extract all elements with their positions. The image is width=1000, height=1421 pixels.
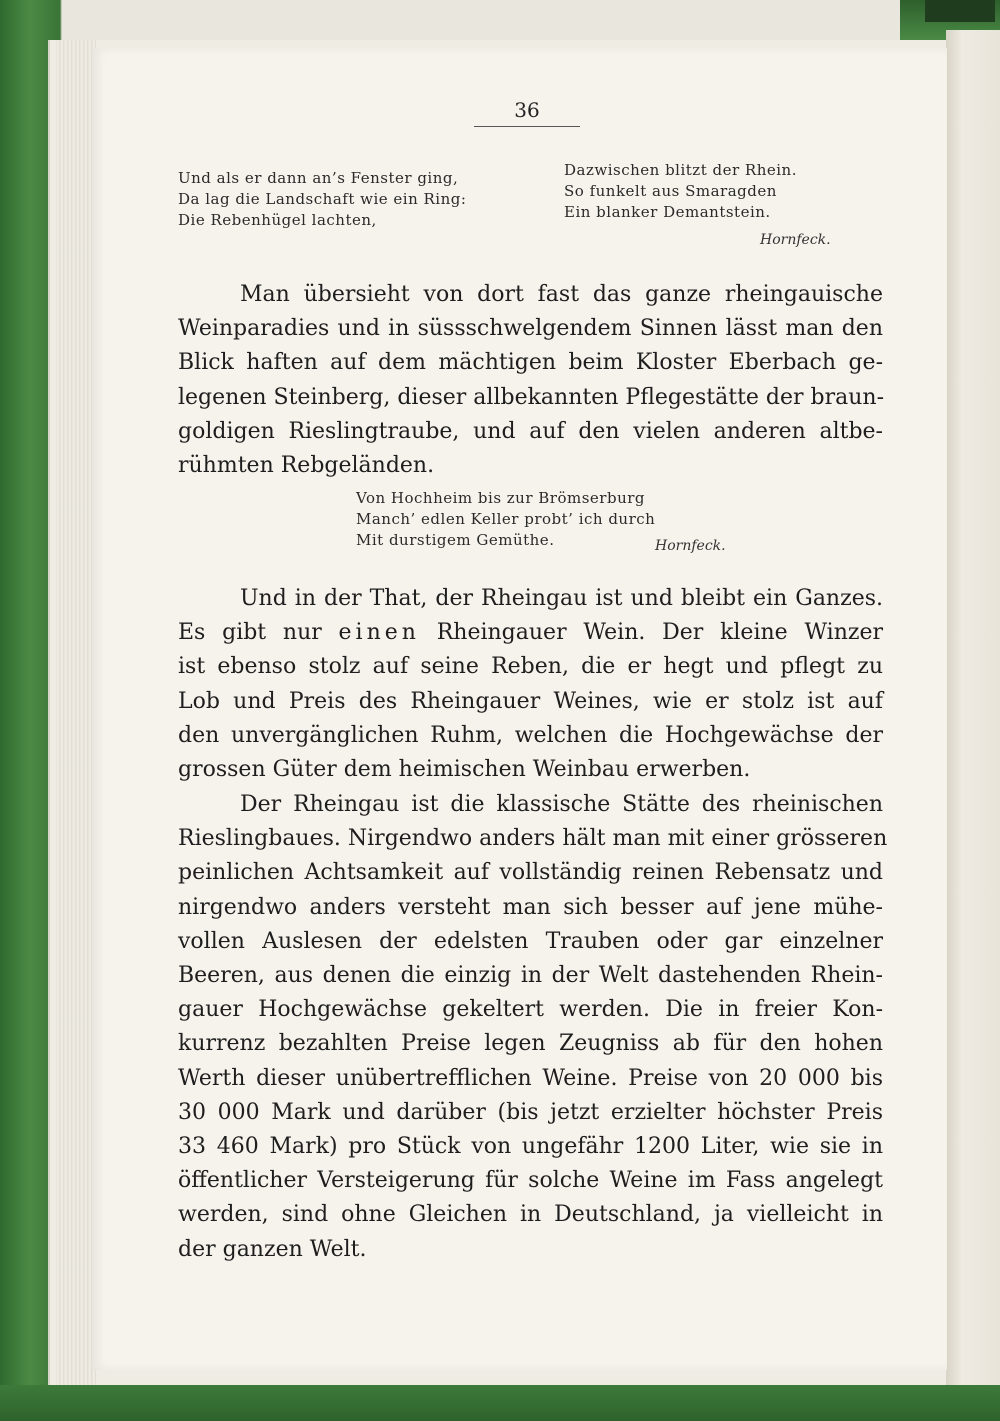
text-line: Man übersieht von dort fast das ganze rheingauische bbox=[240, 282, 883, 307]
text-line: gauer Hochgewächse gekeltert werden. Die in freier Kon- bbox=[178, 997, 883, 1023]
verse-line: Mit durstigem Gemüthe. bbox=[356, 531, 555, 549]
text-line: der ganzen Welt. bbox=[178, 1236, 367, 1262]
text-line: den unvergänglichen Ruhm, welchen die Hochgewächse der bbox=[178, 722, 883, 748]
text-line: Und in der That, der Rheingau ist und bleibt ein Ganzes. bbox=[240, 586, 883, 611]
text-line: Blick haften auf dem mächtigen beim Kloster Eberbach ge- bbox=[178, 350, 883, 376]
verse2-attribution: Hornfeck. bbox=[655, 538, 726, 554]
paragraph-1 bbox=[178, 278, 883, 483]
text-line: rühmten Rebgeländen. bbox=[178, 453, 435, 479]
text-line: Beeren, aus denen die einzig in der Welt dastehenden Rhein- bbox=[178, 963, 883, 989]
text-line: Lob und Preis des Rheingauer Weines, wie er stolz ist auf bbox=[178, 688, 883, 714]
text-line: peinlichen Achtsamkeit auf vollständig reinen Rebensatz und bbox=[178, 860, 883, 886]
text-line: Der Rheingau ist die klassische Stätte des rheinischen bbox=[240, 792, 883, 817]
verse-line: Die Rebenhügel lachten, bbox=[178, 211, 377, 229]
text-fragment: Rheingauer Wein. Der kleine Winzer bbox=[436, 620, 883, 646]
text-line: 33 460 Mark) pro Stück von ungefähr 1200 Liter, wie sie in bbox=[178, 1134, 883, 1160]
text-line: legenen Steinberg, dieser allbekannten Pflegestätte der braun- bbox=[178, 384, 885, 410]
verse1-right-column bbox=[564, 160, 797, 223]
verse1-attribution: Hornfeck. bbox=[760, 232, 831, 248]
facing-page-edge bbox=[946, 30, 1000, 1385]
verse-line: Manch’ edlen Keller probt’ ich durch bbox=[356, 510, 656, 528]
verse-line: Von Hochheim bis zur Brömserburg bbox=[356, 489, 646, 507]
text-line: 30 000 Mark und darüber (bis jetzt erzielter höchster Preis bbox=[178, 1099, 883, 1125]
text-line: öffentlicher Versteigerung für solche Weine im Fass angelegt bbox=[178, 1168, 883, 1194]
text-fragment: Es gibt nur bbox=[178, 620, 322, 646]
text-line: nirgendwo anders versteht man sich besser auf jene mühe- bbox=[178, 894, 883, 920]
verse-line: Ein blanker Demantstein. bbox=[564, 203, 771, 221]
text-line: werden, sind ohne Gleichen in Deutschland, ja vielleicht in bbox=[178, 1202, 883, 1228]
text-line: Werth dieser unübertrefflichen Weine. Preise von 20 000 bis bbox=[178, 1065, 883, 1091]
text-line: kurrenz bezahlten Preise legen Zeugniss ab für den hohen bbox=[178, 1031, 883, 1057]
text-line: goldigen Rieslingtraube, und auf den vielen anderen altbe- bbox=[178, 418, 883, 444]
text-line bbox=[178, 616, 883, 650]
verse-line: Und als er dann an’s Fenster ging, bbox=[178, 169, 459, 187]
emphasized-word: einen bbox=[338, 620, 420, 646]
verse-line: Dazwischen blitzt der Rhein. bbox=[564, 161, 797, 179]
text-line: Weinparadies und in süssschwelgendem Sinnen lässt man den bbox=[178, 316, 883, 342]
text-line: Rieslingbaues. Nirgendwo anders hält man mit einer grösseren bbox=[178, 826, 888, 852]
verse-line: Da lag die Landschaft wie ein Ring: bbox=[178, 190, 467, 208]
verse-line: So funkelt aus Smaragden bbox=[564, 182, 777, 200]
cover-ribbon-shadow bbox=[925, 0, 995, 22]
verse2 bbox=[356, 488, 655, 551]
text-line: grossen Güter dem heimischen Weinbau erwerben. bbox=[178, 757, 751, 783]
paragraph-3 bbox=[178, 788, 888, 1267]
paragraph-2 bbox=[178, 582, 883, 787]
book-cover-bottom bbox=[0, 1385, 1000, 1421]
text-line: vollen Auslesen der edelsten Trauben oder gar einzelner bbox=[178, 928, 883, 954]
text-line: ist ebenso stolz auf seine Reben, die er hegt und pflegt zu bbox=[178, 654, 883, 680]
page-number: 36 bbox=[474, 98, 580, 127]
verse1-left-column bbox=[178, 168, 466, 231]
